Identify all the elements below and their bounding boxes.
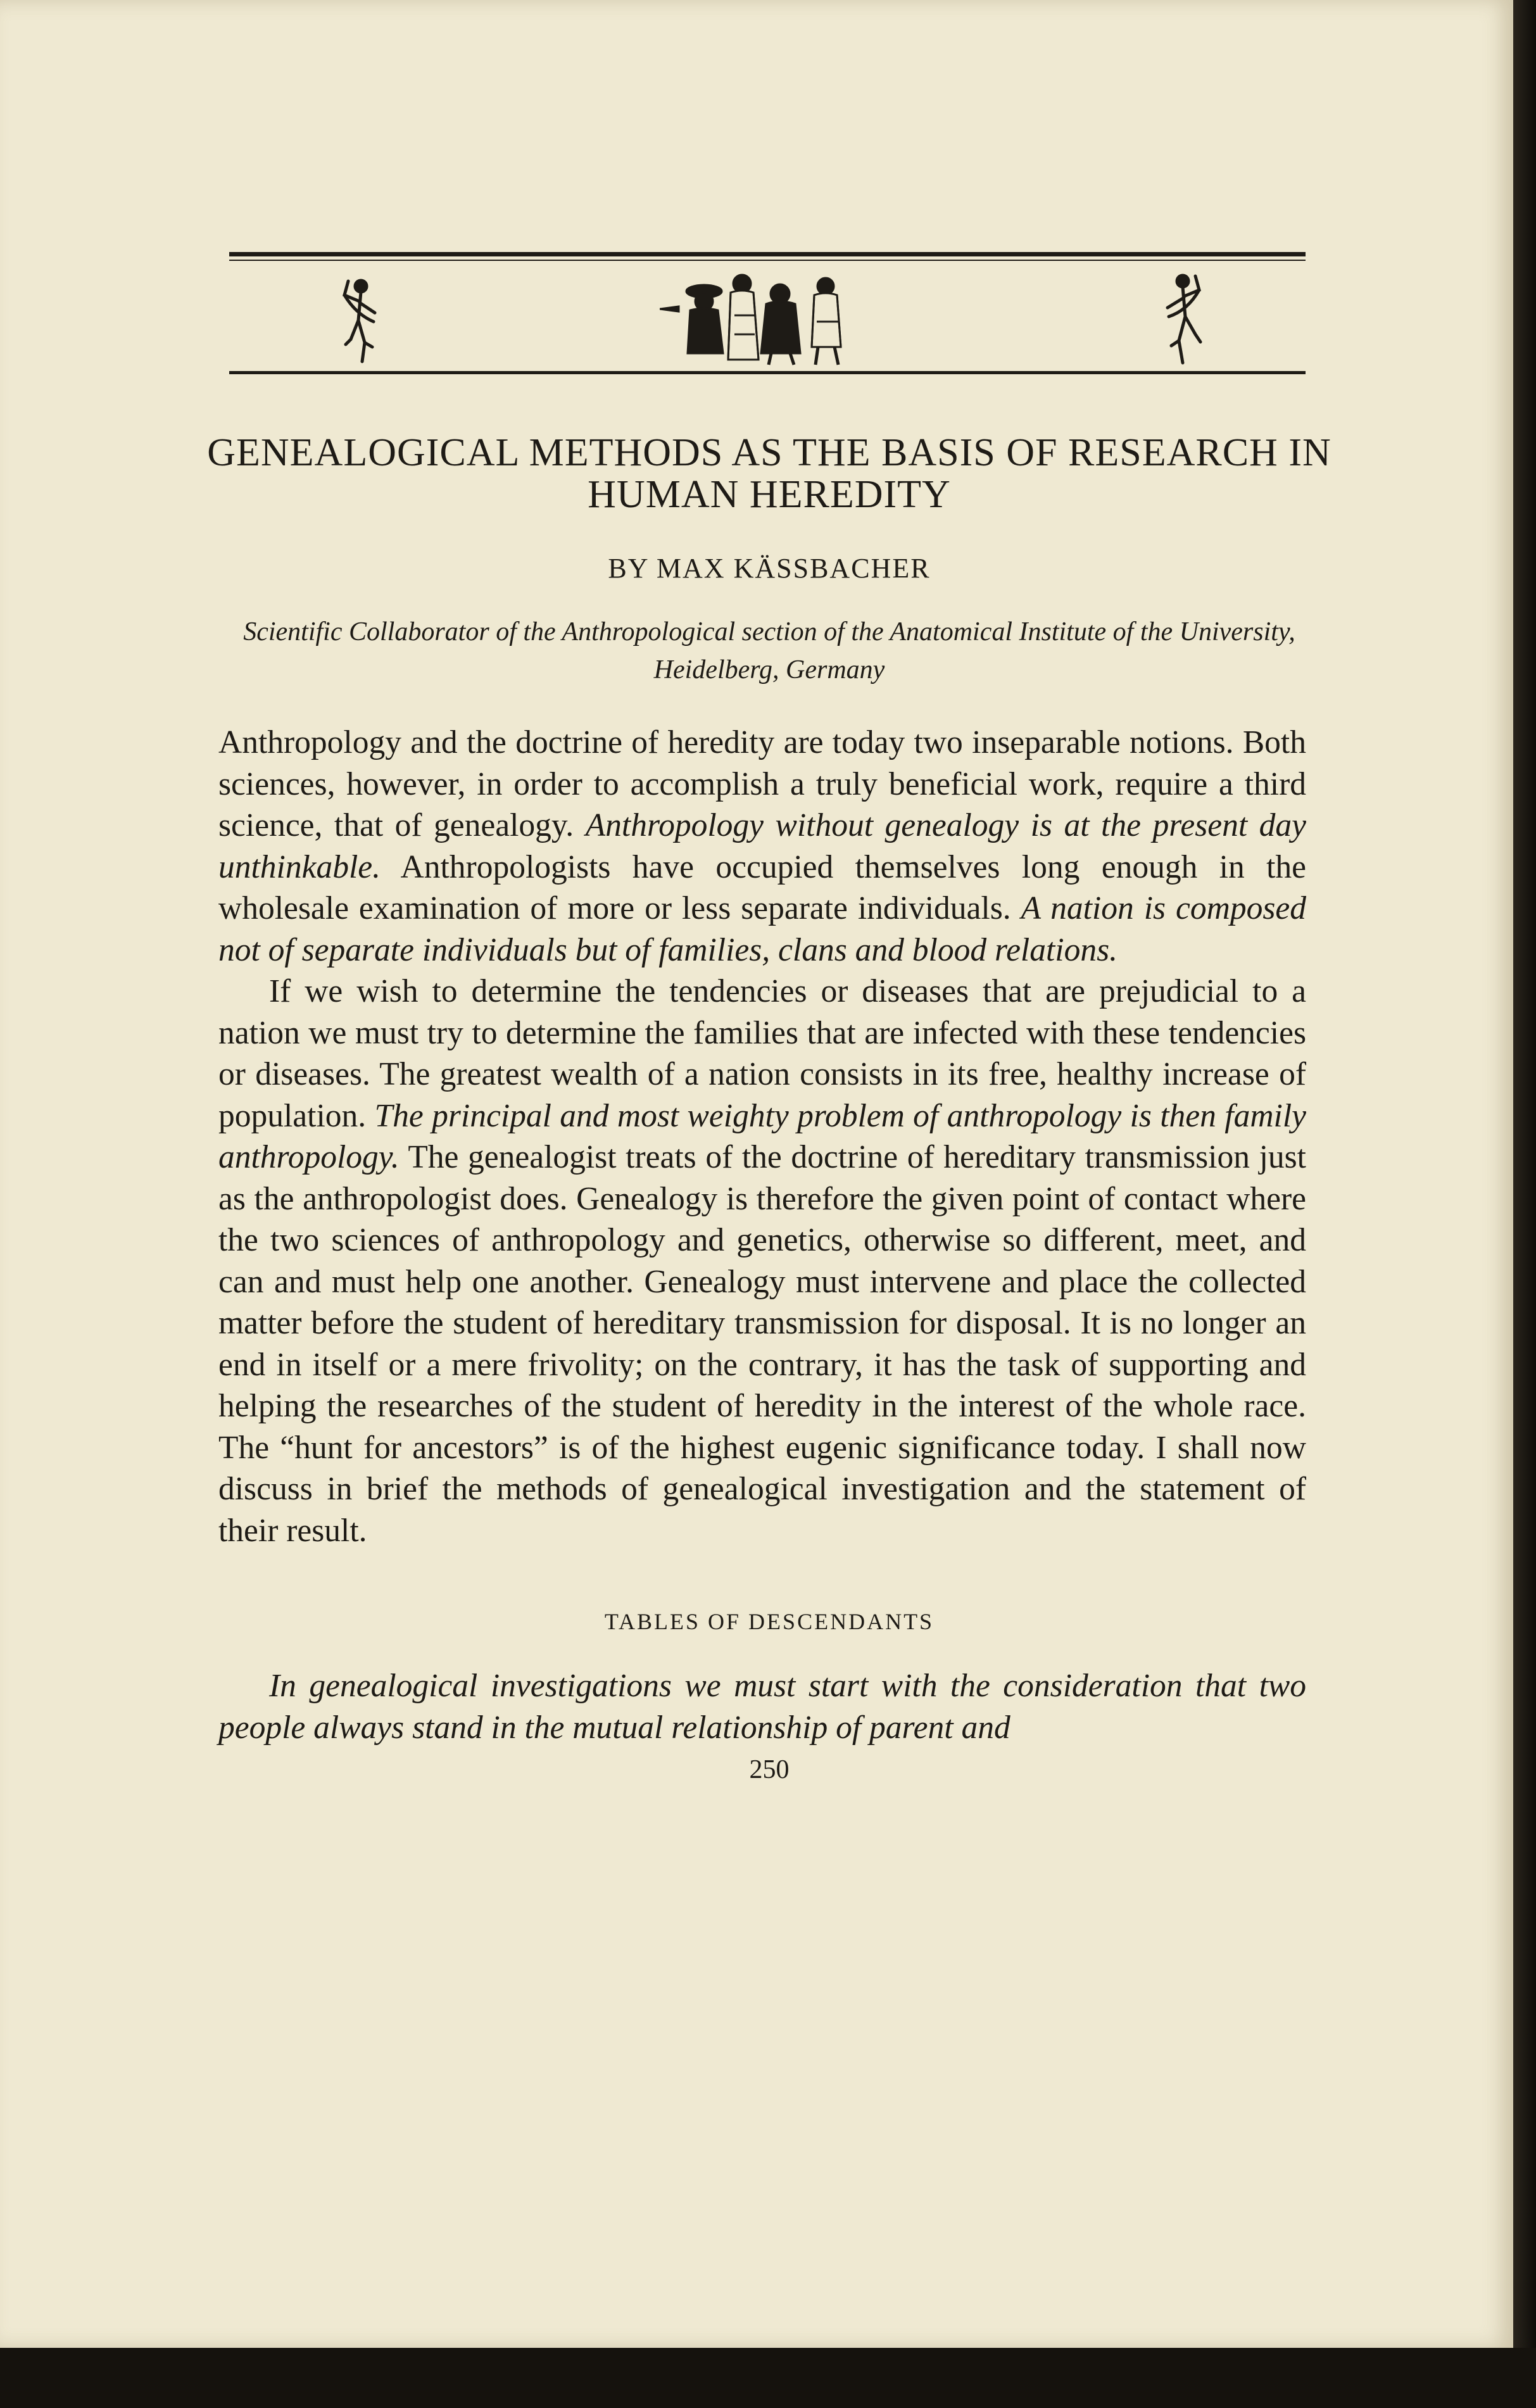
section-heading: TABLES OF DESCENDANTS [604, 1609, 935, 1634]
article-title: GENEALOGICAL METHODS AS THE BASIS OF RESEARCH IN HUMAN HEREDITY [207, 431, 1331, 516]
paragraph-1-text-b: Anthropologists have occupied themselves long enough in the wholesale examination of more or less separate individuals. [218, 848, 1306, 926]
paragraph-2-text-b: The genealogist treats of the doctrine of hereditary transmission just as the anthropologist does. Genealogy is therefore the given point of contact where the two sciences of anthropology and genetics, otherwise so different, meet, and can and must help one another. Genealogy must intervene and place the collected matter before the student of hereditary transmission for disposal. It is no longer an end in itself or a mere frivolity; on the contrary, it has the task of supporting and helping the researches of the student of heredity in the interest of the whole race. The “hunt for ancestors” is of the highest eugenic significance today. I shall now discuss in brief the methods of genealogical investigation and the statement of their result. [218, 1139, 1306, 1549]
headpiece-top-thin-rule [229, 260, 1306, 261]
paragraph-1-text-a: Anthropology and the doctrine of heredity are today two inseparable notions. Both sciences, however, in order to accomplish a truly beneficial work, require a third science, that of genealogy. [218, 724, 1306, 843]
archer-figure-right-icon [1154, 271, 1211, 366]
page-number: 250 [749, 1755, 790, 1784]
headpiece-top-rule [229, 252, 1306, 256]
headpiece-ornament [229, 252, 1306, 385]
scan-background-strip [0, 2348, 1536, 2408]
paragraph-2-emphasis: The principal and most weighty problem of anthropology is then family anthropology. [218, 1097, 1306, 1175]
section-paragraph: In genealogical investigations we must start with the consideration that two people always stand in the mutual relationship of parent and [218, 1668, 1306, 1746]
book-edge-shadow [1513, 0, 1536, 2408]
paragraph-1-emphasis-b: A nation is composed not of separate individuals but of families, clans and blood relations. [218, 890, 1306, 968]
paragraph-2-text-a: If we wish to determine the tendencies or diseases that are prejudicial to a nation we must try to determine the families that are infected with these tendencies or diseases. The greatest wealth of a nation consists in its free, healthy increase of population. [218, 973, 1306, 1134]
author-affiliation: Scientific Collaborator of the Anthropological section of the Anatomical Institute of the University, Heidelberg, Germany [243, 617, 1295, 684]
archer-figure-left-icon [337, 276, 387, 365]
paragraph-1 [218, 722, 1306, 971]
paragraph-1-emphasis-a: Anthropology without genealogy is at the present day unthinkable. [218, 807, 1306, 885]
headpiece-bottom-rule [229, 371, 1306, 374]
paragraph-2 [218, 971, 1306, 1551]
article-body [218, 722, 1306, 1551]
author-byline: BY MAX KÄSSBACHER [608, 553, 931, 584]
group-of-figures-icon [660, 265, 869, 366]
